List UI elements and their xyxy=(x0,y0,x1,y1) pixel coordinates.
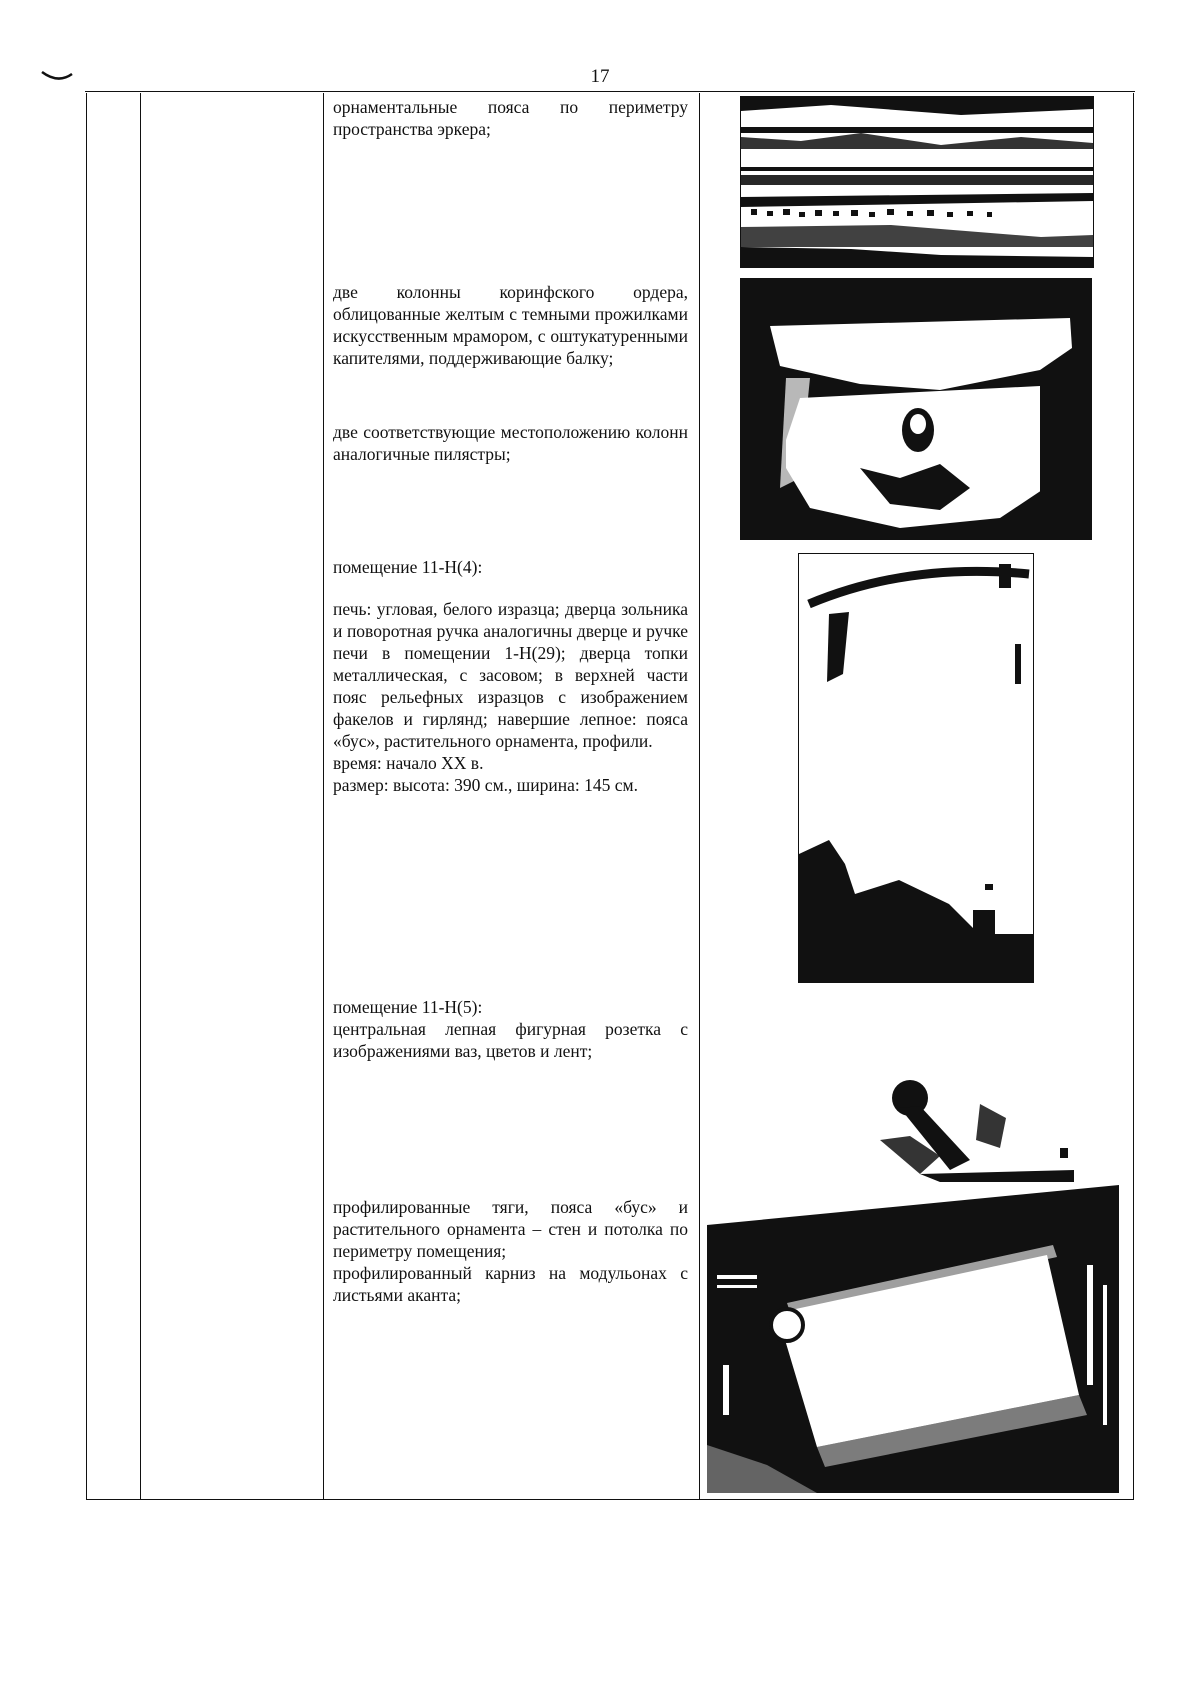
entry-room5 xyxy=(333,996,688,1062)
cornice-line-1: профилированные тяги, пояса «бус» и растительного орнамента – стен и потолка по периметру помещения; xyxy=(333,1197,688,1261)
stove-description: печь: угловая, белого изразца; дверца зольника и поворотная ручка аналогичны дверце и ручке печи в помещении 1-Н(29); дверца топки металлическая, с засовом; в верхней части пояс рельефных изразцов с изображением факелов и гирлянд; навершие лепное: пояса «бус», растительного орнамента, профили. xyxy=(333,599,688,751)
column-divider-1 xyxy=(140,93,141,1499)
entry-line: две соответствующие местоположению колонн аналогичные пилястры; xyxy=(333,422,688,464)
column-divider-2 xyxy=(323,93,324,1499)
photo-columns xyxy=(740,278,1092,540)
page-header-rule xyxy=(85,91,1135,92)
entry-erker xyxy=(333,96,688,140)
entry-room4 xyxy=(333,556,688,796)
room-heading: помещение 11-Н(5): xyxy=(333,997,483,1017)
scan-edge-mark xyxy=(40,68,74,84)
stove-size: размер: высота: 390 см., ширина: 145 см. xyxy=(333,775,638,795)
entry-pilasters xyxy=(333,421,688,465)
rosette-description: центральная лепная фигурная розетка с изображениями ваз, цветов и лент; xyxy=(333,1019,688,1061)
photo-stove xyxy=(798,553,1034,983)
photo-erker-ornament xyxy=(740,96,1094,268)
column-divider-3 xyxy=(699,93,700,1499)
cornice-line-2: профилированный карниз на модульонах с листьями аканта; xyxy=(333,1263,688,1305)
entry-line: орнаментальные пояса по периметру пространства эркера; xyxy=(333,97,688,139)
photo-cornice xyxy=(707,1185,1119,1493)
entry-line: две колонны коринфского ордера, облицованные желтым с темными прожилками искусственным мрамором, с оштукатуренными капителями, поддерживающие балку; xyxy=(333,282,688,368)
page-number: 17 xyxy=(590,66,610,87)
photo-rosette xyxy=(880,1078,1074,1182)
stove-time: время: начало XX в. xyxy=(333,753,484,773)
room-heading: помещение 11-Н(4): xyxy=(333,557,483,577)
entry-cornice xyxy=(333,1196,688,1306)
entry-columns xyxy=(333,281,688,369)
